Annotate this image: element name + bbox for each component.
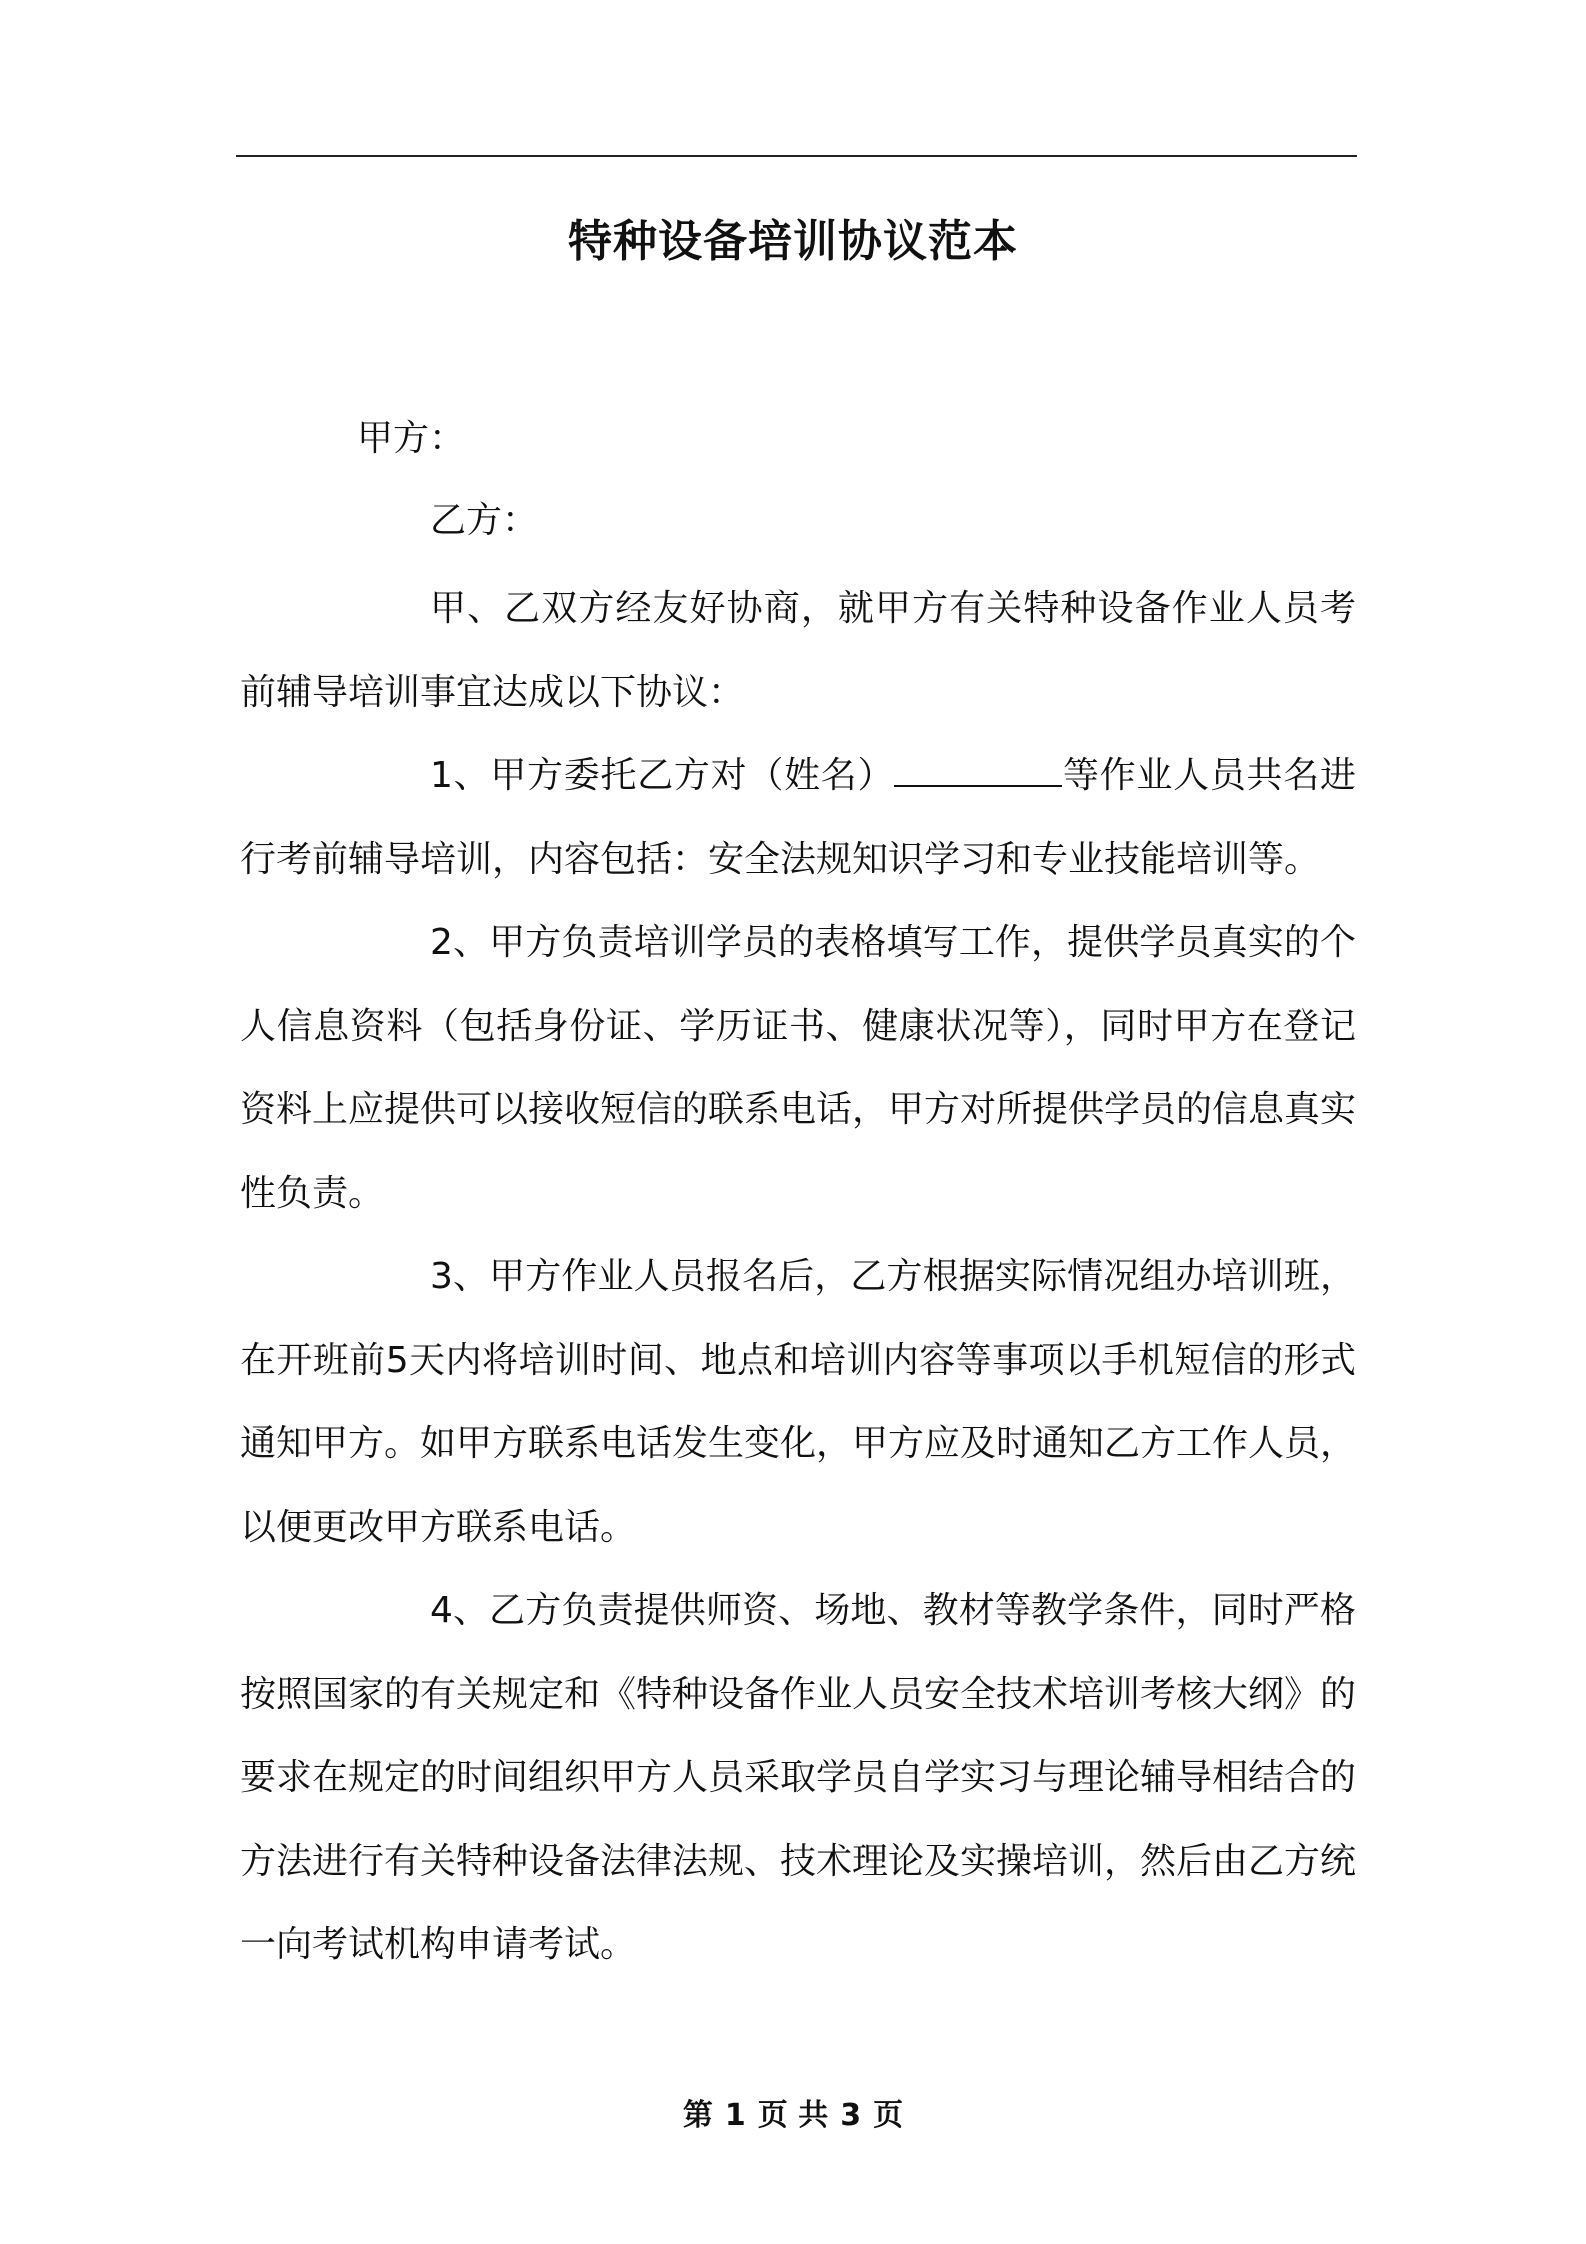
- clause-1: [240, 734, 1356, 901]
- party-b-label: 乙方：: [430, 500, 539, 541]
- document-title: 特种设备培训协议范本: [568, 216, 1018, 267]
- page-footer: [0, 2096, 1586, 2136]
- name-blank-field: [894, 755, 1062, 787]
- footer-middle: 页 共: [757, 2098, 829, 2133]
- footer-suffix: 页: [873, 2098, 904, 2133]
- clause-1-text-end: 等作业人员共名进行考前辅导培训，内容包括：安全法规知识学习和专业技能培训等。: [240, 755, 1356, 880]
- total-pages-number: 3: [840, 2098, 862, 2133]
- clause-2: 2、甲方负责培训学员的表格填写工作，提供学员真实的个人信息资料（包括身份证、学历证书、健康状况等），同时甲方在登记资料上应提供可以接收短信的联系电话，甲方对所提供学员的信息真实性负责。: [240, 922, 1357, 1214]
- intro-paragraph: 甲、乙双方经友好协商，就甲方有关特种设备作业人员考前辅导培训事宜达成以下协议：: [240, 588, 1356, 713]
- clause-1-text-start: 1、甲方委托乙方对（姓名）: [430, 755, 895, 796]
- clause-4: 4、乙方负责提供师资、场地、教材等教学条件，同时严格按照国家的有关规定和《特种设备作业人员安全技术培训考核大纲》的要求在规定的时间组织甲方人员采取学员自学实习与理论辅导相结合的方法进行有关特种设备法律法规、技术理论及实操培训，然后由乙方统一向考试机构申请考试。: [240, 1590, 1357, 1965]
- footer-prefix: 第: [682, 2098, 713, 2133]
- party-a-label: 甲方：: [357, 418, 466, 459]
- header-rule: [236, 155, 1357, 157]
- current-page-number: 1: [724, 2098, 746, 2133]
- document-body: [240, 567, 1356, 1987]
- clause-3: 3、甲方作业人员报名后，乙方根据实际情况组办培训班，在开班前5天内将培训时间、地点和培训内容等事项以手机短信的形式通知甲方。如甲方联系电话发生变化，甲方应及时通知乙方工作人员，以便更改甲方联系电话。: [240, 1256, 1357, 1548]
